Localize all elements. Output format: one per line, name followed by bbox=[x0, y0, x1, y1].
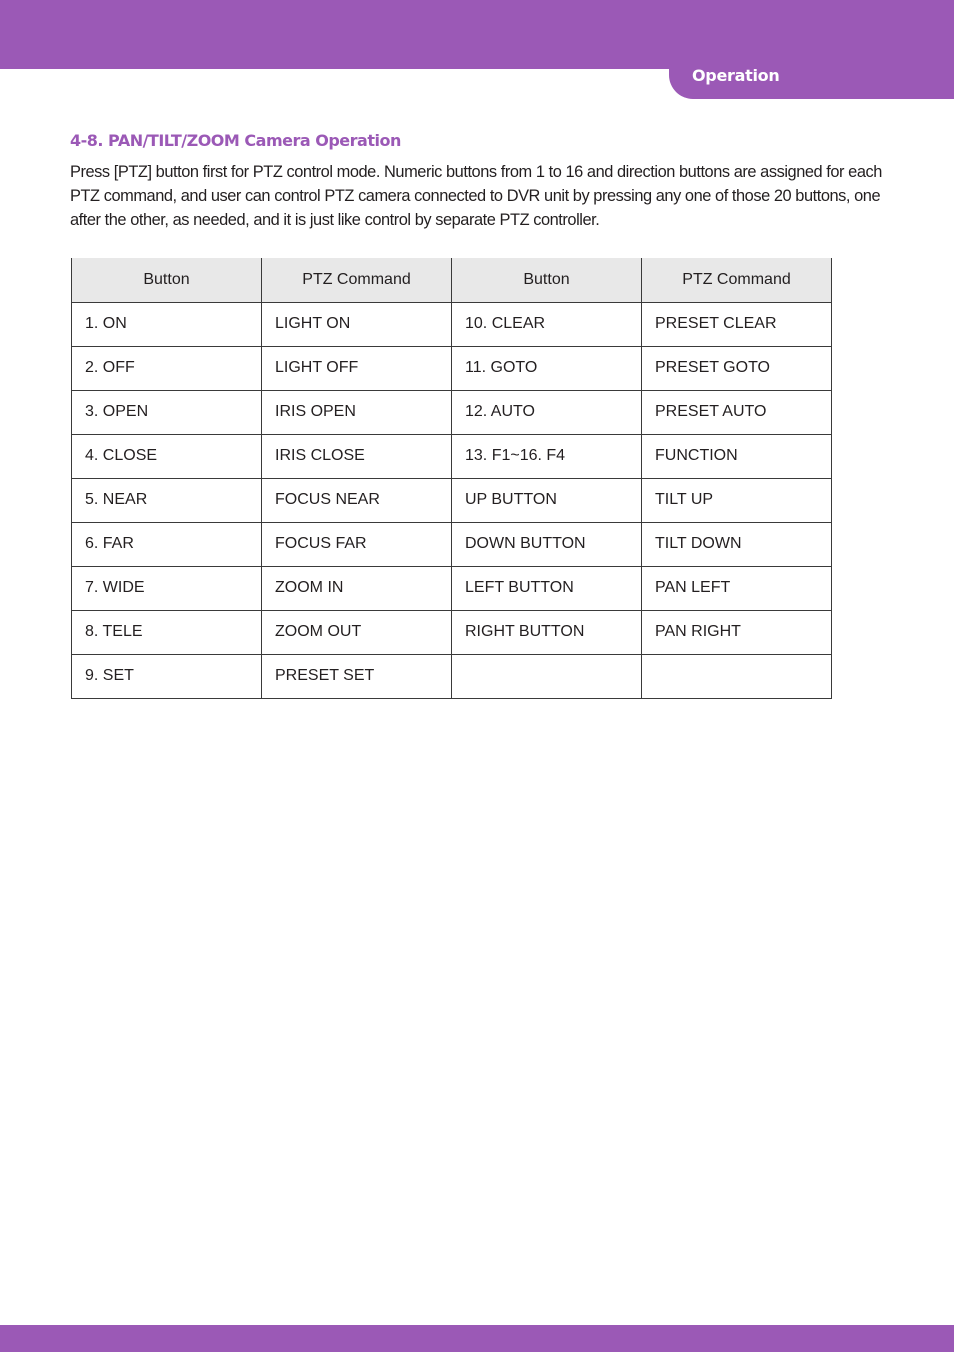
table-cell: 13. F1~16. F4 bbox=[452, 434, 642, 478]
table-cell: 11. GOTO bbox=[452, 346, 642, 390]
intro-paragraph: Press [PTZ] button first for PTZ control mode. Numeric buttons from 1 to 16 and direction buttons are assigned for each PTZ command, and user can control PTZ camera connected to DVR unit by pressing any one of those 20 buttons, one after the other, as needed, and it is just like control by separate PTZ controller. bbox=[70, 163, 882, 229]
table-cell: ZOOM OUT bbox=[262, 610, 452, 654]
table-row bbox=[72, 302, 832, 346]
table-row bbox=[72, 434, 832, 478]
bottom-banner bbox=[0, 1325, 954, 1352]
table-cell: 4. CLOSE bbox=[72, 434, 262, 478]
table-row bbox=[72, 522, 832, 566]
table-cell: UP BUTTON bbox=[452, 478, 642, 522]
table-cell: 2. OFF bbox=[72, 346, 262, 390]
table-cell bbox=[642, 654, 832, 698]
table-cell: 10. CLEAR bbox=[452, 302, 642, 346]
header-ptz-command-2: PTZ Command bbox=[642, 258, 832, 302]
table-row bbox=[72, 346, 832, 390]
table-cell bbox=[452, 654, 642, 698]
table-cell: ZOOM IN bbox=[262, 566, 452, 610]
table-cell: 8. TELE bbox=[72, 610, 262, 654]
table-cell: 1. ON bbox=[72, 302, 262, 346]
header-ptz-command-1: PTZ Command bbox=[262, 258, 452, 302]
table-cell: 5. NEAR bbox=[72, 478, 262, 522]
header-button-2: Button bbox=[452, 258, 642, 302]
table-row bbox=[72, 478, 832, 522]
table-row bbox=[72, 566, 832, 610]
table-cell: PRESET SET bbox=[262, 654, 452, 698]
section-tab bbox=[669, 55, 954, 99]
header-button-1: Button bbox=[72, 258, 262, 302]
table-cell: DOWN BUTTON bbox=[452, 522, 642, 566]
table-cell: 12. AUTO bbox=[452, 390, 642, 434]
table-cell: FOCUS NEAR bbox=[262, 478, 452, 522]
table-cell: TILT UP bbox=[642, 478, 832, 522]
table-cell: FUNCTION bbox=[642, 434, 832, 478]
table-cell: PAN RIGHT bbox=[642, 610, 832, 654]
table-cell: LIGHT ON bbox=[262, 302, 452, 346]
table-cell: PAN LEFT bbox=[642, 566, 832, 610]
table-cell: 6. FAR bbox=[72, 522, 262, 566]
table-row bbox=[72, 610, 832, 654]
ptz-command-table bbox=[71, 258, 832, 699]
table-cell: 9. SET bbox=[72, 654, 262, 698]
section-tab-label: Operation bbox=[692, 66, 780, 85]
table-cell: TILT DOWN bbox=[642, 522, 832, 566]
table-cell: LEFT BUTTON bbox=[452, 566, 642, 610]
table-cell: PRESET GOTO bbox=[642, 346, 832, 390]
table-cell: PRESET CLEAR bbox=[642, 302, 832, 346]
table-cell: LIGHT OFF bbox=[262, 346, 452, 390]
table-row bbox=[72, 654, 832, 698]
table-header-row bbox=[72, 258, 832, 302]
table-cell: 7. WIDE bbox=[72, 566, 262, 610]
table-cell: 3. OPEN bbox=[72, 390, 262, 434]
section-heading: 4-8. PAN/TILT/ZOOM Camera Operation bbox=[70, 131, 401, 150]
table-cell: FOCUS FAR bbox=[262, 522, 452, 566]
table-row bbox=[72, 390, 832, 434]
table-cell: PRESET AUTO bbox=[642, 390, 832, 434]
table-cell: IRIS CLOSE bbox=[262, 434, 452, 478]
table-cell: IRIS OPEN bbox=[262, 390, 452, 434]
table-cell: RIGHT BUTTON bbox=[452, 610, 642, 654]
